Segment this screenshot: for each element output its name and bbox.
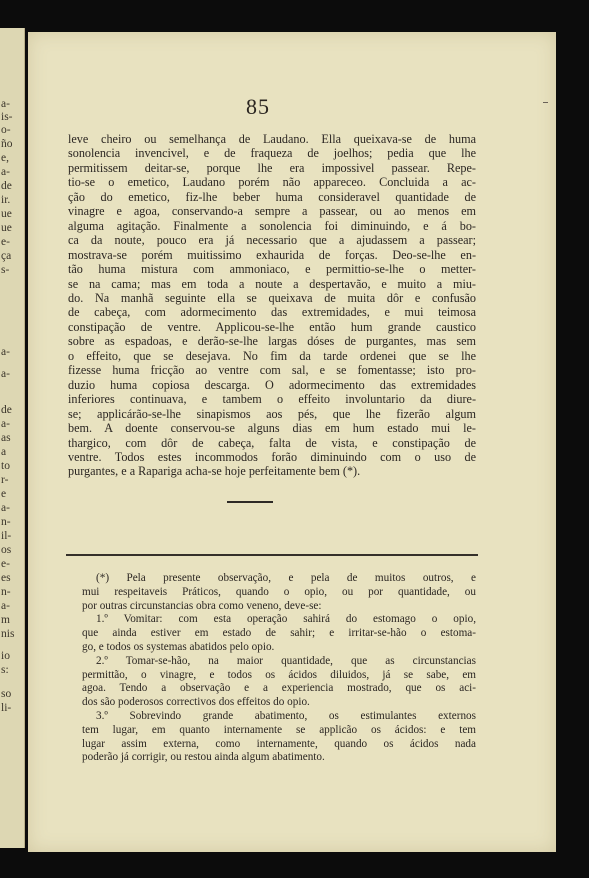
previous-page-fragment: a- <box>1 98 10 110</box>
previous-page-fragment: so <box>1 688 12 700</box>
previous-page-fragment: ça <box>1 250 12 262</box>
text-line: tio-se o emetico, Laudano porém não appareceo. Concluida a ac- <box>68 175 476 190</box>
footnote <box>82 572 476 765</box>
footnote-line: 2.º Tomar-se-hão, na maior quantidade, que as circunstancias <box>96 654 476 667</box>
footnote-line: dos são poderosos correctivos dos effeitos do opio. <box>82 696 310 709</box>
previous-page-edge <box>0 28 25 848</box>
previous-page-fragment: a- <box>1 418 10 430</box>
text-line: fizesse huma fricção ao ventre com sal, e se fomentasse; isto pro- <box>68 363 476 378</box>
text-line: thargico, com dôr de cabeça, falta de vista, e constipação de <box>68 435 476 450</box>
footnote-line: 3.º Sobrevindo grande abatimento, os estimulantes externos <box>96 709 476 722</box>
previous-page-fragment: e- <box>1 558 10 570</box>
footnote-line: (*) Pela presente observação, e pela de muitos outros, e <box>96 572 476 584</box>
text-line: sobre as espadoas, e derão-se-lhe largas dóses de purgantes, mas sem <box>68 334 476 349</box>
previous-page-fragment: a- <box>1 502 10 514</box>
text-line: duzio huma copiosa descarga. O adormecimento das extremidades <box>68 377 476 392</box>
footnote-line: mui respeitaveis Práticos, quando o opio, ou por quantidade, ou <box>82 585 476 598</box>
previous-page-fragment: a- <box>1 166 10 178</box>
text-line: leve cheiro ou semelhança de Laudano. Ella queixava-se de huma <box>68 132 476 146</box>
text-line: de cabeça, com adormecimento das extremidades, e mui teimosa <box>68 305 476 320</box>
text-line: purgantes, e a Rapariga acha-se hoje perfeitamente bem (*). <box>68 464 361 479</box>
previous-page-fragment: n- <box>1 516 11 528</box>
footnote-line: 1.º Vomitar: com esta operação sahirá do estomago o opio, <box>96 613 476 626</box>
previous-page-fragment: a- <box>1 600 10 612</box>
previous-page-fragment: ue <box>1 208 12 220</box>
previous-page-fragment: a- <box>1 346 10 358</box>
previous-page-fragment: e, <box>1 152 9 164</box>
text-line: bem. A doente conservou-se alguns dias em hum estado mui le- <box>68 421 476 436</box>
previous-page-fragment: nis <box>1 628 15 640</box>
previous-page-fragment: n- <box>1 586 11 598</box>
text-line: inferiores continuava, e tambem o effeito involuntario da diure- <box>68 392 476 407</box>
footnote-line: tem lugar, em quanto internamente se applicão os ácidos: e tem <box>82 723 476 736</box>
footnote-line: permittão, o vinagre, e todos os ácidos diluidos, já se sabe, em <box>82 668 476 681</box>
footnote-line: lugar assim externa, como internamente, quando os ácidos nada <box>82 737 476 750</box>
text-line: permitissem deitar-se, porque lhe era impossivel passear. Repe- <box>68 160 476 175</box>
text-line: ção do emetico, fiz-lhe beber huma consideravel quantidade de <box>68 189 476 204</box>
book-page <box>28 32 556 852</box>
previous-page-fragment: r- <box>1 474 9 486</box>
previous-page-fragment: ño <box>1 138 13 150</box>
text-line: constipação de ventre. Applicou-se-lhe então hum grande caustico <box>68 319 476 334</box>
text-line: mostrava-se porém muitissimo exhaurida de forças. Deo-se-lhe en- <box>68 247 476 262</box>
previous-page-fragment: de <box>1 180 12 192</box>
section-separator <box>227 501 273 503</box>
text-line: se; applicárão-se-lhe sinapismos aos pés, que lhe fizerão algum <box>68 406 476 421</box>
text-line: tão huma mistura com ammoniaco, e permittio-se-lhe o metter- <box>68 262 476 277</box>
text-line: se na cama; mas em toda a noute a despertavão, e muito a miu- <box>68 276 476 291</box>
previous-page-fragment: is- <box>1 111 13 123</box>
previous-page-fragment: a- <box>1 368 10 380</box>
previous-page-fragment: to <box>1 460 10 472</box>
main-text <box>68 132 476 479</box>
text-line: do. Na manhã seguinte ella se queixava de muita dôr e confusão <box>68 290 476 305</box>
text-line: sonolencia invencivel, e de fraqueza de joelhos; pedia que lhe <box>68 146 476 161</box>
previous-page-fragment: as <box>1 432 11 444</box>
footnote-rule <box>66 554 478 556</box>
footnote-line: go, e todos os systemas abatidos pelo opio. <box>82 640 275 653</box>
previous-page-fragment: a <box>1 446 7 458</box>
previous-page-fragment: e- <box>1 236 10 248</box>
previous-page-fragment: il- <box>1 530 12 542</box>
footnote-line: agoa. Tendo a observação e a experiencia mostrado, que os aci- <box>82 682 476 695</box>
previous-page-fragment: e <box>1 488 7 500</box>
text-line: ventre. Todos estes incommodos forão diminuindo com o uso de <box>68 449 476 464</box>
footnote-line: poderão já corrigir, ou restou ainda algum abatimento. <box>82 751 325 764</box>
previous-page-fragment: io <box>1 650 10 662</box>
previous-page-fragment: m <box>1 614 10 626</box>
footnote-line: por outras circunstancias obra como veneno, deve-se: <box>82 599 322 612</box>
margin-mark <box>543 102 548 103</box>
previous-page-fragment: de <box>1 404 12 416</box>
text-line: o effeito, que se desejava. No fim da tarde ordenei que se lhe <box>68 348 476 363</box>
previous-page-fragment: ir. <box>1 194 11 206</box>
previous-page-fragment: os <box>1 544 12 556</box>
previous-page-fragment: es <box>1 572 11 584</box>
text-line: vinagre e agoa, conservando-a sempre a passear, ou ao menos em <box>68 204 476 219</box>
text-line: alguma agitação. Finalmente a sonolencia foi diminuindo, e á bo- <box>68 218 476 233</box>
previous-page-fragment: ue <box>1 222 12 234</box>
previous-page-fragment: s- <box>1 264 10 276</box>
footnote-line: que ainda estiver em estado de sahir; e irritar-se-hão o estoma- <box>82 627 476 640</box>
previous-page-fragment: o- <box>1 124 11 136</box>
previous-page-fragment: li- <box>1 702 12 714</box>
page-number: 85 <box>246 94 270 119</box>
text-line: ca da noute, pouco era já necessario que a ajudassem a passear; <box>68 233 476 248</box>
previous-page-fragment: s: <box>1 664 9 676</box>
